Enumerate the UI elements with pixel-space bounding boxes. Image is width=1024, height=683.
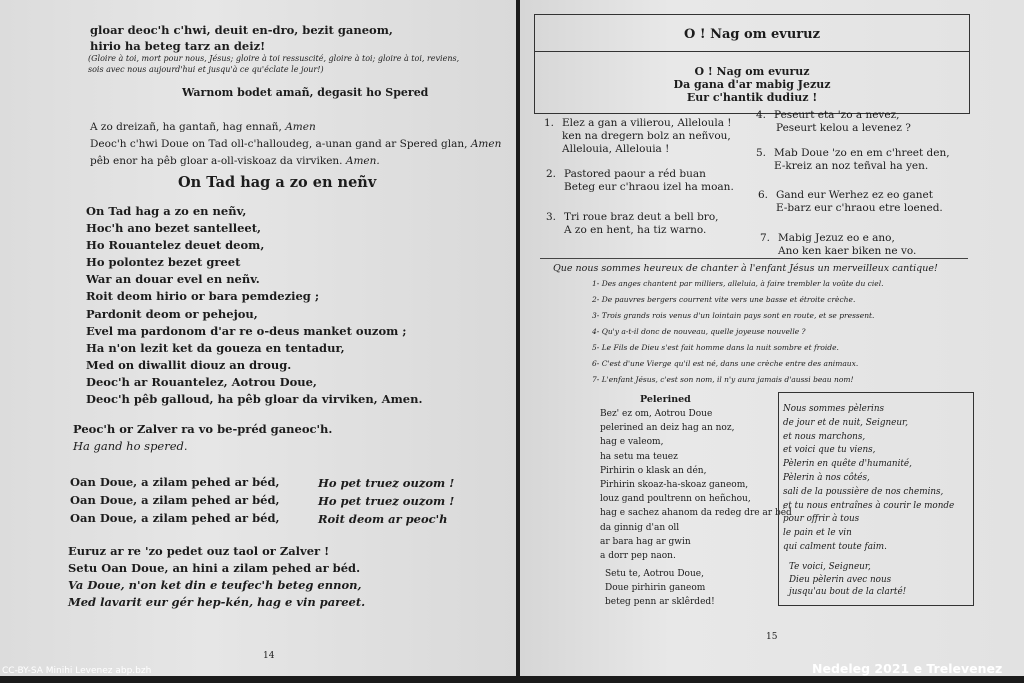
pelerined-end-line: Setu te, Aotrou Doue, [605,569,704,579]
event-caption: Nedeleg 2021 e Trelevenez [812,661,1003,676]
lamb-response: Ho pet truez ouzom ! [318,494,455,508]
lamb-line: Oan Doue, a zilam pehed ar béd, [70,493,280,507]
amen-block [90,119,501,170]
pelerins-line: et voici que tu viens, [783,445,876,456]
stanza-line: Pastored paour a réd buan [564,168,706,180]
pelerined-line: Bez' ez om, Aotrou Doue [600,409,713,419]
pelerins-lines [783,403,954,555]
pelerined-end-line: beteg penn ar sklêrded! [605,597,715,608]
stanza-line: Elez a gan a vilierou, Alleloula ! [562,117,732,129]
stanza-number: 6. [758,189,769,201]
stanza-text [564,168,734,194]
stanza-line: Beteg eur c'hraou izel ha moan. [564,181,734,193]
pelerins-line: et tu nous entraînes à courir le monde [783,500,955,511]
stanza-line: Mabig Jezuz eo e ano, [778,232,895,244]
pelerins-end-line: Dieu pèlerin avec nous [789,574,892,585]
stanza-number: 4. [756,109,767,121]
amen-text: A zo dreizañ, ha gantañ, hag ennañ, [90,121,282,133]
communion-line: Setu Oan Doue, an hini a zilam pehed ar béd. [68,561,361,575]
prayer-line: War an douar evel en neñv. [86,272,260,287]
lamb-line: Oan Doue, a zilam pehed ar béd, [70,475,280,489]
pelerins-end-line: Te voici, Seigneur, [789,562,871,572]
french-title: Que nous sommes heureux de chanter à l'enfant Jésus un merveilleux cantique! [553,263,938,274]
refrain-line: O ! Nag om evuruz [694,65,810,78]
lamb-line: Oan Doue, a zilam pehed ar béd, [70,511,280,525]
translation-line: (Gloire à toi, mort pour nous, Jésus; gloire à toi ressuscité, gloire à toi; gloire à toi, reviens, [88,54,460,63]
prayer-line: Evel ma pardonom d'ar re o-deus manket ouzom ; [86,323,407,338]
canticle-box [534,14,970,114]
stanza-number: 1. [544,117,555,129]
pelerins-line: Pèlerin en quête d'humanité, [783,459,912,470]
communion-response-line: Va Doue, n'on ket din e teufec'h beteg ennon, [68,578,362,592]
stanza-line: Peseurt eta 'zo a nevez, [774,109,900,121]
amen-line [90,119,501,136]
amen-line [90,153,501,170]
stanza-number: 2. [546,168,557,180]
pelerins-line: de jour et de nuit, Seigneur, [783,417,909,428]
stanza-line: ken na dregern bolz an neñvou, [562,130,731,142]
communion-lines [68,543,360,577]
stanza-number: 3. [546,211,557,223]
stanza-text [778,232,916,258]
pelerins-end [789,561,906,599]
pelerined-line: Pirhirin o klask an dén, [600,465,707,476]
prayer-line: Hoc'h ano bezet santelleet, [86,221,262,236]
pelerined-line: ar bara hag ar gwin [600,536,691,547]
pelerined-line: a dorr pep naon. [600,551,676,562]
pelerined-lines [600,407,792,563]
peace-line: Peoc'h or Zalver ra vo be-préd ganeoc'h. [73,422,333,436]
page-number: 14 [263,651,275,661]
stanza-line: Gand eur Werhez ez eo ganet [776,189,933,201]
french-line: 1- Des anges chantent par milliers, alleluia, à faire trembler la voûte du ciel. [592,279,884,288]
prayer-line: Ha n'on lezit ket da goueza en tentadur, [86,340,345,355]
french-line: 5- Le Fils de Dieu s'est fait homme dans la nuit sombre et froide. [592,343,839,352]
prayer-line: Deoc'h pêb galloud, ha pêb gloar da virviken, Amen. [86,392,423,407]
lamb-response: Ho pet truez ouzom ! [318,476,455,490]
pelerins-box [778,392,974,606]
communion-line: Euruz ar re 'zo pedet ouz taol or Zalver ! [68,544,330,558]
stanza-line: E-barz eur c'hraou etre loened. [776,202,943,214]
pelerined-end-line: Doue pirhirin ganeom [605,583,706,594]
section-divider [540,258,968,259]
intro-line: hirio ha beteg tarz an deiz! [90,39,266,53]
refrain [535,65,969,104]
pelerins-line: Pèlerin à nos côtés, [783,472,870,483]
pelerined-line: pelerined an deiz hag an noz, [600,423,735,434]
prayer-line: Med on diwallit diouz an droug. [86,357,292,372]
lamb-responses [318,474,454,528]
pelerined-line: louz gand poultrenn on heñchou, [600,494,751,505]
pelerined-line: ha setu ma teuez [600,451,678,462]
prayer-lines [86,203,422,408]
french-line: 7- L'enfant Jésus, c'est son nom, il n'y aura jamais d'aussi beau nom! [592,375,854,384]
spirit-heading: Warnom bodet amañ, degasit ho Spered [182,86,429,99]
stanza-line: Allelouia, Allelouia ! [562,143,670,155]
pelerined-end [605,567,715,610]
right-page [520,0,1024,676]
pelerins-line: pour offrir à tous [783,514,860,525]
pelerined-line: hag e valeom, [600,437,664,448]
intro-lines [90,22,393,54]
french-translation [592,276,884,388]
french-line: 3- Trois grands rois venus d'un lointain pays sont en route, et se pressent. [592,311,875,320]
pelerins-line: Nous sommes pèlerins [783,404,885,414]
stanza-line: Mab Doue 'zo en em c'hreet den, [774,147,950,159]
french-line: 4- Qu'y a-t-il donc de nouveau, quelle joyeuse nouvelle ? [592,327,806,336]
amen-response: Amen [285,121,316,133]
prayer-line: Roit deom hirio or bara pemdezieg ; [86,289,320,304]
amen-response: Amen. [345,155,380,167]
pelerined-line: hag e sachez ahanom da redeg dre ar béd [600,508,792,519]
stanza-text [774,147,950,173]
prayer-line: On Tad hag a zo en neñv, [86,204,247,218]
pelerins-line: le pain et le vin [783,528,852,539]
license-credit: CC-BY-SA Minihi Levenez abp.bzh [2,666,152,676]
pelerined-line: da ginnig d'an oll [600,522,680,533]
box-title: O ! Nag om evuruz [684,27,820,42]
stanza-number: 7. [760,232,771,244]
stanza-number: 5. [756,147,767,159]
stanza-line: Ano ken kaer biken ne vo. [778,245,917,257]
pelerined-line: Pirhirin skoaz-ha-skoaz ganeom, [600,480,749,491]
stanza-text [774,109,911,135]
amen-text: pêb enor ha pêb gloar a-oll-viskoaz da virviken. [90,155,343,167]
stanza-line: Peseurt kelou a levenez ? [776,122,911,134]
prayer-line: Deoc'h ar Rouantelez, Aotrou Doue, [86,374,317,389]
page-number: 15 [766,632,778,642]
intro-line: gloar deoc'h c'hwi, deuit en-dro, bezit ganeom, [90,23,393,37]
pelerins-line: et nous marchons, [783,431,866,442]
french-line: 6- C'est d'une Vierge qu'il est né, dans une crèche entre des animaux. [592,359,859,368]
amen-text: Deoc'h c'hwi Doue on Tad oll-c'halloudeg, a-unan gand ar Spered glan, [90,138,468,150]
stanza-line: E-kreiz an noz teñval ha yen. [774,160,929,172]
refrain-line: Eur c'hantik dudiuz ! [686,91,818,104]
stanza-line: Tri roue braz deut a bell bro, [564,211,719,223]
prayer-line: Ho polontez bezet greet [86,255,241,270]
stanza-text [562,117,732,156]
translation-line: sois avec nous aujourd'hui et jusqu'à ce qu'éclate le jour!) [88,65,324,74]
refrain-line: Da gana d'ar mabig Jezuz [673,78,831,91]
pelerins-line: sali de la poussière de nos chemins, [783,486,944,497]
amen-line [90,136,501,153]
title-divider [535,51,969,52]
french-line: 2- De pauvres bergers courrent vite vers une basse et étroite crèche. [592,295,856,304]
communion-response-line: Med lavarit eur gér hep-kén, hag e vin pareet. [68,595,366,609]
communion-response [68,577,365,611]
lamb-response: Roit deom ar peoc'h [318,512,448,526]
peace-response: Ha gand ho spered. [73,439,188,453]
intro-translation [88,53,459,75]
amen-response: Amen [470,138,502,150]
stanza-text [564,211,719,237]
prayer-line: Pardonit deom or pehejou, [86,306,258,321]
pelerined-title: Pelerined [640,394,691,405]
pelerins-line: qui calment toute faim. [783,541,887,552]
pelerins-end-line: jusqu'au bout de la clarté! [789,587,907,597]
prayer-line: Ho Rouantelez deuet deom, [86,238,265,253]
stanza-text [776,189,943,215]
stanza-line: A zo en hent, ha tiz warno. [564,224,707,236]
lamb-lines [70,473,280,527]
prayer-title: On Tad hag a zo en neñv [178,174,377,191]
left-page [0,0,516,676]
